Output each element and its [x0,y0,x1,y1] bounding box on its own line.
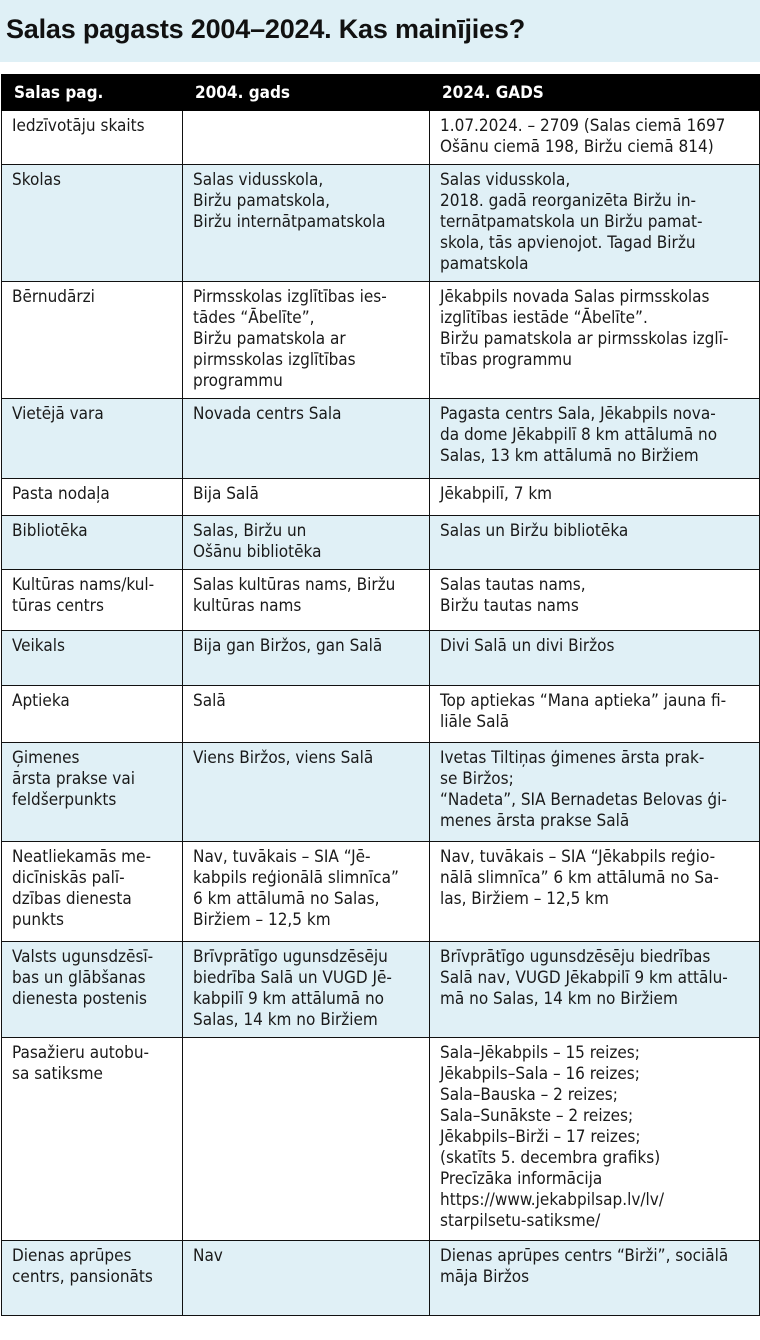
table-row [2,686,760,743]
row-label: Valsts ugunsdzēsī- bas un glābšanas dienesta postenis [2,942,183,1038]
row-label: Vietējā vara [2,399,183,479]
value-2004 [183,1038,430,1241]
value-2024: Salas un Biržu bibliotēka [430,516,760,570]
table-row [2,111,760,165]
table-row [2,1038,760,1241]
table-row [2,570,760,631]
row-label: Skolas [2,165,183,282]
table-row [2,165,760,282]
table-row [2,399,760,479]
table-row [2,842,760,942]
value-2024: Salas vidusskola, 2018. gadā reorganizēta Biržu in- ternātpamatskola un Biržu pamat- skola, tās apvienojot. Tagad Biržu pamatskola [430,165,760,282]
value-2004: Brīvprātīgo ugunsdzēsēju biedrība Salā un VUGD Jē- kabpilī 9 km attālumā no Salas, 14 km no Biržiem [183,942,430,1038]
spacer [0,62,760,74]
table-row [2,631,760,686]
value-2004: Bija Salā [183,479,430,516]
value-2024: Jēkabpils novada Salas pirmsskolas izglītības iestāde “Ābelīte”. Biržu pamatskola ar pirmsskolas izglī- tības programmu [430,282,760,399]
value-2004: Viens Biržos, viens Salā [183,743,430,842]
value-2004 [183,111,430,165]
column-header-2024: 2024. GADS [430,75,760,111]
table-row [2,942,760,1038]
value-2024: Salas tautas nams, Biržu tautas nams [430,570,760,631]
value-2004: Salā [183,686,430,743]
table-row [2,479,760,516]
row-label: Dienas aprūpes centrs, pansionāts [2,1241,183,1316]
row-label: Neatliekamās me- dicīniskās palī- dzības dienesta punkts [2,842,183,942]
table-row [2,743,760,842]
row-label: Iedzīvotāju skaits [2,111,183,165]
value-2024: Top aptiekas “Mana aptieka” jauna fi- liāle Salā [430,686,760,743]
value-2024: Divi Salā un divi Biržos [430,631,760,686]
title-band [0,0,760,62]
value-2024: Dienas aprūpes centrs “Birži”, sociālā māja Biržos [430,1241,760,1316]
row-label: Veikals [2,631,183,686]
table-row [2,516,760,570]
column-header-2004: 2004. gads [183,75,430,111]
row-label: Aptieka [2,686,183,743]
value-2024: Sala–Jēkabpils – 15 reizes; Jēkabpils–Sala – 16 reizes; Sala–Bauska – 2 reizes; Sala–Sunākste – 2 reizes; Jēkabpils–Birži – 17 reizes; (skatīts 5. decembra grafiks) Precīzāka informācija https://www.jekabpilsap.lv/lv/ starpilsetu-satiksme/ [430,1038,760,1241]
value-2004: Novada centrs Sala [183,399,430,479]
table-row [2,282,760,399]
value-2024: Pagasta centrs Sala, Jēkabpils nova- da dome Jēkabpilī 8 km attālumā no Salas, 13 km attālumā no Biržiem [430,399,760,479]
comparison-table [1,74,760,1316]
row-label: Bibliotēka [2,516,183,570]
column-header-parish: Salas pag. [2,75,183,111]
value-2004: Salas vidusskola, Biržu pamatskola, Biržu internātpamatskola [183,165,430,282]
value-2004: Salas kultūras nams, Biržu kultūras nams [183,570,430,631]
value-2024: Nav, tuvākais – SIA “Jēkabpils reģio- nālā slimnīca” 6 km attālumā no Sa- las, Biržiem – 12,5 km [430,842,760,942]
row-label: Pasta nodaļa [2,479,183,516]
row-label: Pasažieru autobu- sa satiksme [2,1038,183,1241]
value-2024: Ivetas Tiltiņas ģimenes ārsta prak- se Biržos; “Nadeta”, SIA Bernadetas Belovas ģi- menes ārsta prakse Salā [430,743,760,842]
table-row [2,1241,760,1316]
row-label: Ģimenes ārsta prakse vai feldšerpunkts [2,743,183,842]
value-2004: Salas, Biržu un Ošānu bibliotēka [183,516,430,570]
value-2024: 1.07.2024. – 2709 (Salas ciemā 1697 Ošānu ciemā 198, Biržu ciemā 814) [430,111,760,165]
page-title: Salas pagasts 2004–2024. Kas mainījies? [6,14,526,44]
table-header-row [2,75,760,111]
value-2004: Nav [183,1241,430,1316]
value-2024: Jēkabpilī, 7 km [430,479,760,516]
value-2004: Bija gan Biržos, gan Salā [183,631,430,686]
value-2004: Nav, tuvākais – SIA “Jē- kabpils reģionālā slimnīca” 6 km attālumā no Salas, Biržiem – 12,5 km [183,842,430,942]
value-2024: Brīvprātīgo ugunsdzēsēju biedrības Salā nav, VUGD Jēkabpilī 9 km attālu- mā no Salas, 14 km no Biržiem [430,942,760,1038]
value-2004: Pirmsskolas izglītības ies- tādes “Ābelīte”, Biržu pamatskola ar pirmsskolas izglītības programmu [183,282,430,399]
row-label: Kultūras nams/kul- tūras centrs [2,570,183,631]
row-label: Bērnudārzi [2,282,183,399]
